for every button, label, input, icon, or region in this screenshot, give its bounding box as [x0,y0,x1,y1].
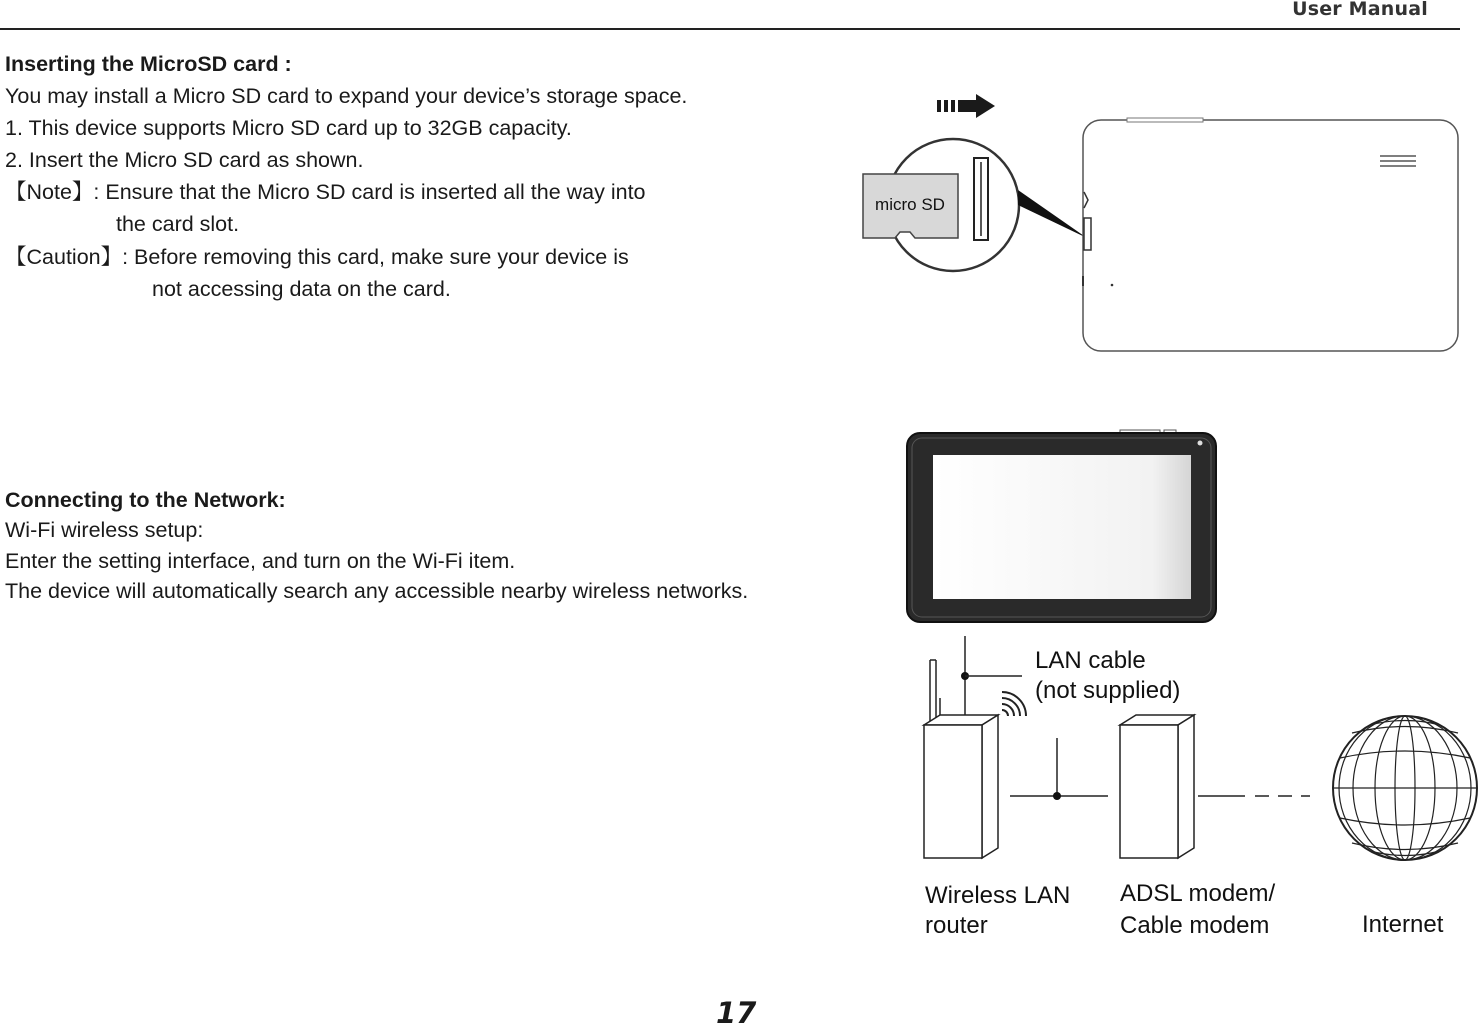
header-rule [0,28,1460,30]
microsd-card-icon [863,174,958,238]
sd-caution: 【Caution】: Before removing this card, make sure your device is [5,245,629,269]
router-label-1: Wireless LAN [925,882,1071,909]
network-line-3: The device will automatically search any accessible nearby wireless networks. [5,579,749,603]
wireless-router-icon [924,660,1026,858]
sd-line-3: 2. Insert the Micro SD card as shown. [5,148,364,172]
sd-line-2: 1. This device supports Micro SD card up to 32GB capacity. [5,116,572,140]
modem-icon [1120,715,1194,858]
modem-label-2: Cable modem [1120,912,1270,939]
microsd-insertion-figure [855,90,1465,360]
sd-line-1: You may install a Micro SD card to expand your device’s storage space. [5,84,688,108]
sd-note: 【Note】: Ensure that the Micro SD card is inserted all the way into [5,180,646,204]
network-heading: Connecting to the Network: [5,488,286,512]
insert-arrow-icon [937,94,995,118]
network-line-1: Wi-Fi wireless setup: [5,518,204,542]
lan-cable-note: (not supplied) [1035,677,1181,704]
internet-globe-icon [1333,716,1477,860]
internet-label: Internet [1362,911,1444,938]
network-diagram [900,428,1479,948]
header-title: User Manual [1292,0,1428,20]
sd-heading: Inserting the MicroSD card : [5,52,292,76]
router-label-2: router [925,912,988,939]
modem-label-1: ADSL modem/ [1120,880,1276,907]
network-line-2: Enter the setting interface, and turn on the Wi-Fi item. [5,549,516,573]
microsd-card-label: micro SD [875,195,945,214]
page-number: 17 [716,996,757,1030]
sd-caution-cont: not accessing data on the card. [152,277,451,301]
lan-cable-label: LAN cable [1035,647,1146,674]
tablet-outline [1083,118,1458,351]
tablet-front-icon [907,430,1216,622]
sd-note-cont: the card slot. [116,212,240,236]
magnifier-pointer [1018,190,1087,238]
